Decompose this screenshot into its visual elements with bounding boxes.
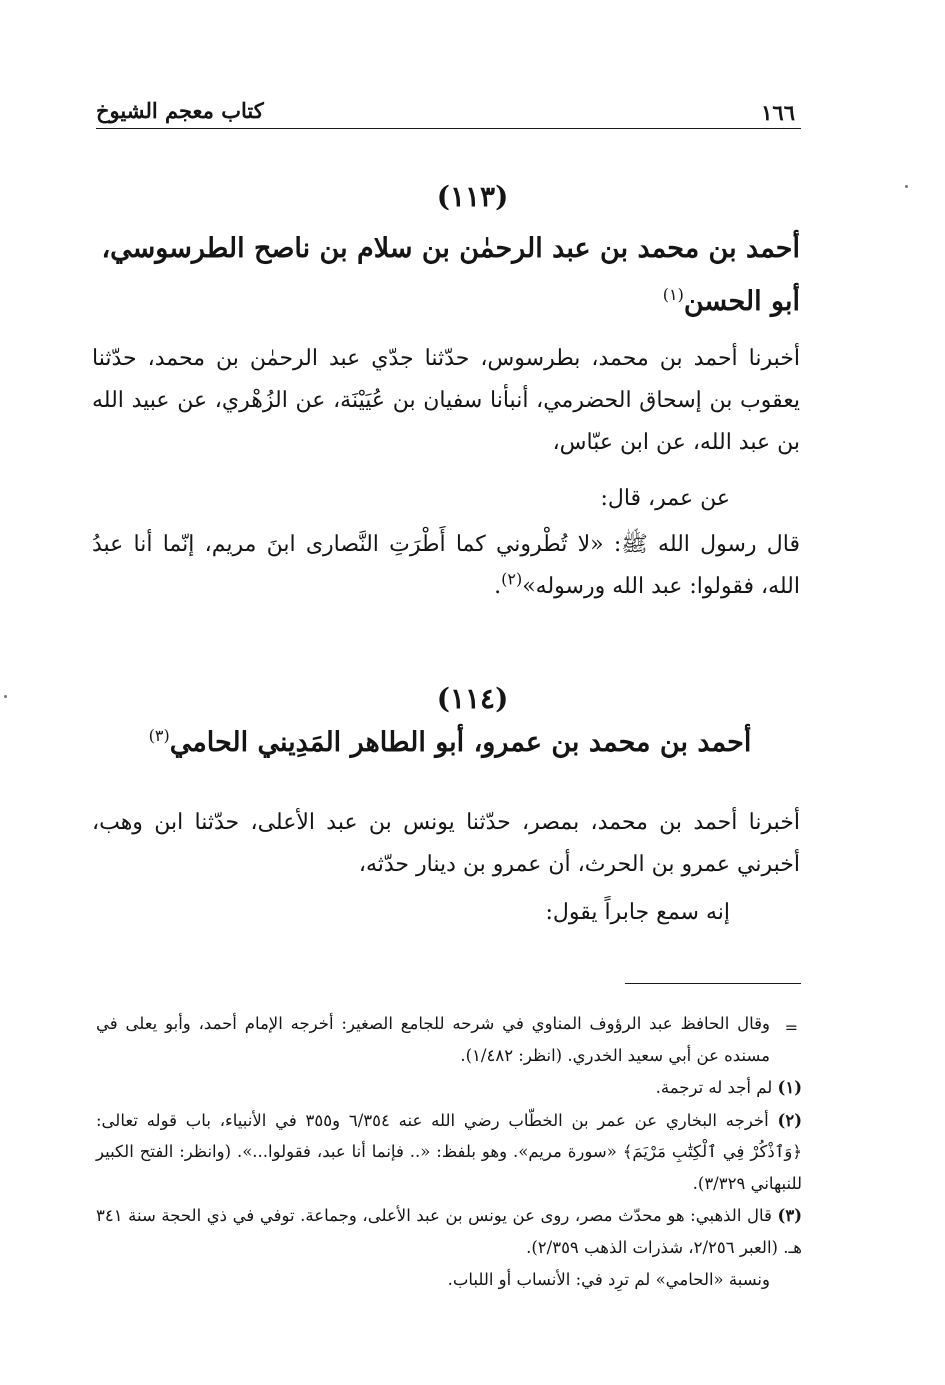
footnote-continuation-text: وقال الحافظ عبد الرؤوف المناوي في شرحه للجامع الصغير: أخرجه الإمام أحمد، وأبو يعلى في مسنده عن أبي سعيد الخدري. (انظر: ١/٤٨٢). (96, 1014, 770, 1065)
entry-number-113: (١١٣) (436, 180, 509, 213)
footnote-3 (96, 1200, 802, 1263)
narrator-line-113: عن عمر، قال: (600, 486, 730, 511)
scan-speck (4, 695, 7, 698)
entry-title-114-text: أحمد بن محمد بن عمرو، أبو الطاهر المَدِيني الحامي (169, 727, 752, 758)
scan-speck (905, 185, 908, 188)
footnotes (96, 1008, 802, 1297)
isnad-113: أخبرنا أحمد بن محمد، بطرسوس، حدّثنا جدّي عبد الرحمٰن بن محمد، حدّثنا يعقوب بن إسحاق الحضرمي، أنبأنا سفيان بن عُيَيْنَة، عن الزُهْري، عن عبيد الله بن عبد الله، عن ابن عبّاس، (92, 346, 800, 455)
footnote-1 (96, 1072, 802, 1104)
footnote-3-label: (٣) (777, 1206, 803, 1225)
footnote-rule (625, 983, 801, 984)
isnad-114: أخبرنا أحمد بن محمد، بمصر، حدّثنا يونس بن عبد الأعلى، حدّثنا ابن وهب، أخبرني عمرو بن الحرث، أن عمرو بن دينار حدّثه، (92, 810, 800, 877)
hadith-113-note-ref: (٢) (501, 569, 523, 589)
footnote-1-label: (١) (777, 1078, 802, 1097)
footnote-1-text: لم أجد له ترجمة. (655, 1078, 773, 1097)
entry-title-113-text: أحمد بن محمد بن عبد الرحمٰن بن سلام بن ناصح الطرسوسي، أبو الحسن (101, 233, 800, 317)
footnote-2 (96, 1105, 802, 1200)
hadith-113 (92, 524, 800, 608)
entry-number-114: (١١٤) (436, 682, 509, 715)
entry-title-113 (92, 222, 800, 328)
footnote-continuation (96, 1008, 798, 1071)
footnote-3-text: قال الذهبي: هو محدّث مصر، روى عن يونس بن عبد الأعلى، وجماعة. توفي في ذي الحجة سنة ٣٤١ هـ. (العبر ٢/٢٥٦، شذرات الذهب ٢/٣٥٩). (96, 1206, 802, 1257)
entry-title-114-note-ref: (٣) (148, 726, 170, 745)
hadith-113-text: قال رسول الله ﷺ: «لا تُطْروني كما أَطْرَتِ النَّصارى ابنَ مريم، إنّما أنا عبدُ الله، فقولوا: عبد الله ورسوله» (92, 532, 800, 599)
running-header (96, 88, 801, 129)
hadith-113-end: . (494, 574, 502, 599)
footnote-3-extra: ونسبة «الحامي» لم ترِد في: الأنساب أو اللباب. (447, 1270, 770, 1289)
entry-title-114 (60, 716, 840, 769)
footnote-2-text: أخرجه البخاري عن عمر بن الخطّاب رضي الله عنه ٦/٣٥٤ و٣٥٥ في الأنبياء، باب قوله تعالى: ﴿وَٱذْكُرْ فِي ٱلْكِتَٰبِ مَرْيَمَ﴾ «سورة مريم». وهو بلفظ: «.. فإنما أنا عبد، فقولوا...». (وانظر: الفتح الكبير للنبهاني ٣/٣٢٩). (96, 1110, 802, 1193)
entry-title-113-note-ref: (١) (662, 285, 684, 304)
book-title: كتاب معجم الشيوخ (96, 98, 264, 123)
footnote-2-label: (٢) (777, 1110, 802, 1130)
page-number: ١٦٦ (761, 100, 795, 125)
continuation-mark: = (784, 1018, 798, 1037)
narrator-line-114: إنه سمع جابراً يقول: (545, 900, 730, 925)
